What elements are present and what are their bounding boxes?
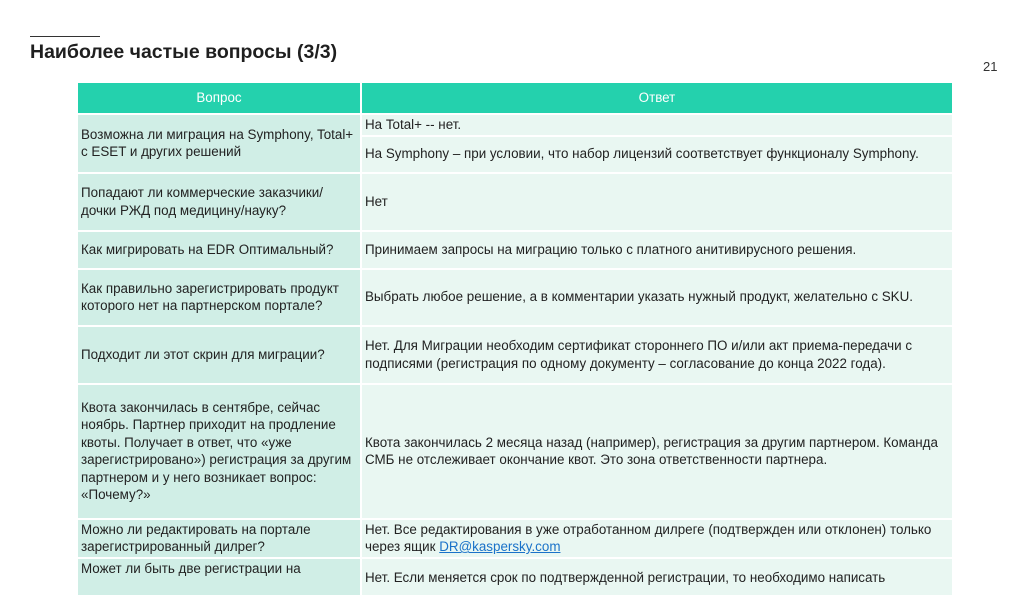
answer-cell: На Symphony – при условии, что набор лицензий соответствует функционалу Symphony. xyxy=(361,136,953,173)
table-row xyxy=(77,269,953,326)
table-header-row xyxy=(77,82,953,114)
answer-cell: Нет xyxy=(361,173,953,231)
page-title: Наиболее частые вопросы (3/3) xyxy=(30,41,338,63)
question-extra-text: «Почему?» xyxy=(81,487,151,502)
column-header-question: Вопрос xyxy=(77,82,361,114)
answer-cell: Квота закончилась 2 месяца назад (например), регистрация за другим партнером. Команда СМБ не отслеживает окончание квот. Это зона ответственности партнера. xyxy=(361,384,953,519)
answer-cell: На Total+ -- нет. xyxy=(361,114,953,136)
answer-cell xyxy=(361,519,953,558)
answer-text: Нет. Все редактирования в уже отработанном дилреге (подтвержден или отклонен) только через ящик xyxy=(365,521,932,554)
table-row xyxy=(77,114,953,136)
question-cell: Возможна ли миграция на Symphony, Total+ с ESET и других решений xyxy=(77,114,361,173)
question-text: Квота закончилась в сентябре, сейчас ноябрь. Партнер приходит на продление квоты. Получает в ответ, что «уже зарегистрировано») регистрация за другим партнером и у него возникает вопрос: xyxy=(81,399,352,485)
column-header-answer: Ответ xyxy=(361,82,953,114)
question-cell: Как мигрировать на EDR Оптимальный? xyxy=(77,231,361,269)
table-row xyxy=(77,558,953,596)
answer-cell: Выбрать любое решение, а в комментарии указать нужный продукт, желательно с SKU. xyxy=(361,269,953,326)
table-row xyxy=(77,326,953,384)
question-cell: Подходит ли этот скрин для миграции? xyxy=(77,326,361,384)
table-row xyxy=(77,519,953,558)
question-cell: Попадают ли коммерческие заказчики/дочки РЖД под медицину/науку? xyxy=(77,173,361,231)
answer-cell: Нет. Для Миграции необходим сертификат стороннего ПО и/или акт приема-передачи с подписями (регистрация по одному документу – согласование до конца 2022 года). xyxy=(361,326,953,384)
question-cell: Можно ли редактировать на портале зарегистрированный дилрег? xyxy=(77,519,361,558)
faq-table xyxy=(76,81,954,597)
question-cell xyxy=(77,384,361,519)
answer-cell: Нет. Если меняется срок по подтвержденной регистрации, то необходимо написать xyxy=(361,558,953,596)
title-underline xyxy=(30,36,100,37)
page-number: 21 xyxy=(983,59,998,74)
answer-cell: Принимаем запросы на миграцию только с платного анитивирусного решения. xyxy=(361,231,953,269)
question-cell: Как правильно зарегистрировать продукт которого нет на партнерском портале? xyxy=(77,269,361,326)
email-link[interactable]: DR@kaspersky.com xyxy=(439,539,561,554)
table-row xyxy=(77,173,953,231)
table-row xyxy=(77,384,953,519)
table-row xyxy=(77,231,953,269)
question-cell: Может ли быть две регистрации на xyxy=(77,558,361,596)
